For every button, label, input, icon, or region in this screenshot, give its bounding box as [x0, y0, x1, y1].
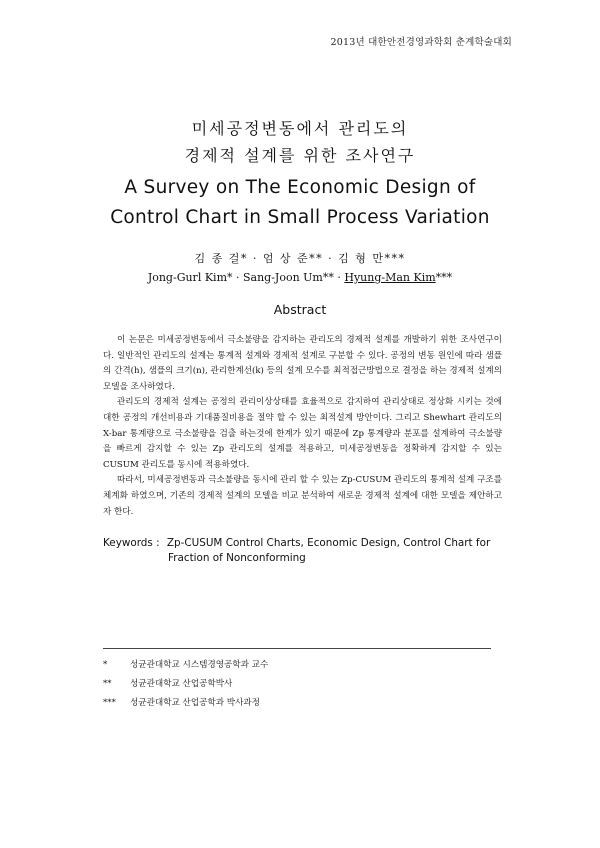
abstract-paragraph: 관리도의 경제적 설계는 공정의 관리이상상태를 효율적으로 감지하여 관리상태로 정상화 시키는 것에 대한 공정의 개선비용과 기대품질비용을 절약 할 수 있는 최적설계 방안이다. 그리고 Shewhart 관리도의 X-bar 통계량으로 극소불량을 검출 하는것에 한계가 있기 때문에 Zp 통계량과 분포를 설계하여 극소불량을 빠르게 감지할 수 있는 Zp 관리도의 설계를 적용하고, 미세공정변동을 정확하게 감지할 수 있는 CUSUM 관리도를 동시에 적용하였다.	[103, 397, 502, 470]
footnote-mark: **	[103, 679, 112, 689]
footnote-item	[103, 675, 268, 694]
keywords-block	[103, 536, 502, 566]
footnote-item	[103, 694, 268, 713]
abstract-body	[103, 333, 502, 520]
footnote-divider	[103, 648, 491, 649]
authors-english-prefix: Jong-Gurl Kim* · Sang-Joon Um** ·	[147, 271, 345, 284]
footnote-text: 성균관대학교 산업공학박사	[130, 679, 233, 689]
abstract-paragraph: 따라서, 미세공정변동과 극소불량을 동시에 관리 할 수 있는 Zp-CUSUM 관리도의 통계적 설계 구조를 체계화 하였으며, 기존의 경제적 설계의 모델을 비교 분석하여 새로운 경제적 설계에 대한 모델을 제안하고자 한다.	[103, 475, 502, 517]
title-english-line-2: Control Chart in Small Process Variation	[110, 207, 490, 228]
author-underlined-name: Hyung-Man Kim	[344, 271, 436, 284]
title-korean-line-2: 경제적 설계를 위한 조사연구	[184, 146, 416, 165]
authors-english	[0, 268, 600, 288]
authors-korean: 김 종 걸* · 엄 상 준** · 김 형 만***	[194, 252, 406, 265]
keywords-line-1: Zp-CUSUM Control Charts, Economic Design, Control Chart for	[166, 537, 491, 549]
title-english-line-1: A Survey on The Economic Design of	[124, 177, 476, 198]
title-block	[0, 115, 600, 233]
keywords-label: Keywords :	[103, 537, 163, 549]
conference-header: 2013년 대한안전경영과학회 춘계학술대회	[330, 37, 512, 48]
footnote-text: 성균관대학교 산업공학과 박사과정	[130, 698, 260, 708]
footnote-item	[103, 656, 268, 675]
abstract-heading: Abstract	[273, 302, 327, 317]
footnote-mark: ***	[103, 698, 116, 708]
keywords-row	[103, 536, 502, 551]
authors-block	[0, 250, 600, 288]
abstract-paragraph: 이 논문은 미세공정변동에서 극소불량을 감지하는 관리도의 경제적 설계를 개발하기 위한 조사연구이다. 일반적인 관리도의 설계는 통계적 설계와 경제적 설계로 구분할 수 있다. 공정의 변동 원인에 따라 샘플의 간격(h), 샘플의 크기(n), 관리한계선(k) 등의 설계 모수를 최적접근방법으로 결정을 하는 경제적 설계의 모델을 조사하였다.	[103, 335, 502, 392]
footnote-text: 성균관대학교 시스템경영공학과 교수	[130, 660, 269, 670]
title-korean-line-1: 미세공정변동에서 관리도의	[191, 119, 409, 138]
keywords-line-2: Fraction of Nonconforming	[168, 552, 306, 564]
authors-english-suffix: ***	[435, 271, 453, 284]
footnote-mark: *	[103, 660, 108, 670]
footnotes	[103, 656, 268, 713]
